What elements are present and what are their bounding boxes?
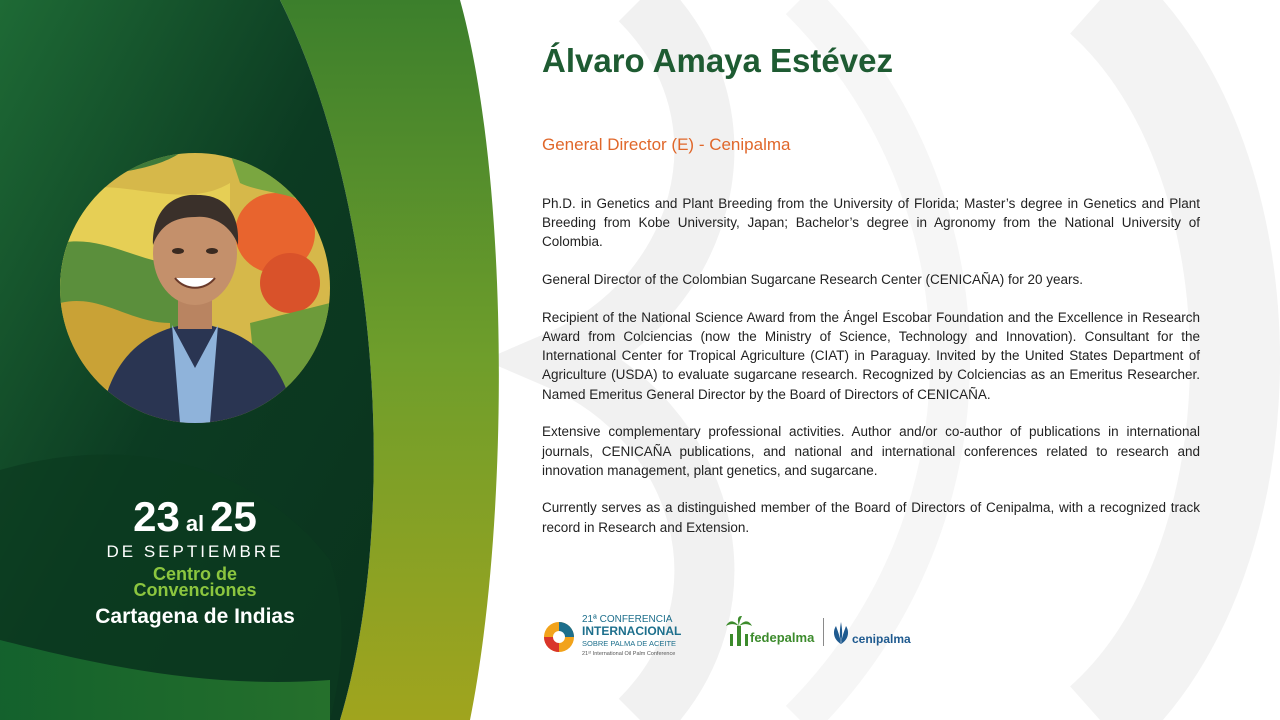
bio-paragraph-activities: Extensive complementary professional activities. Author and/or co-author of publications in international journals, CENICAÑA publications, and national and international conferences related to research and innovation management, plant genetics, and sugarcane. <box>542 424 1200 478</box>
conference-logo-icon <box>542 620 576 654</box>
date-connector: al <box>185 511 205 536</box>
date-end: 25 <box>210 493 257 540</box>
conference-logo-text <box>582 614 681 660</box>
speaker-bio <box>542 194 1200 555</box>
speaker-name: Álvaro Amaya Estévez <box>542 42 893 79</box>
conference-line-4: 21ˢᵗ International Oil Palm Conference <box>582 651 676 657</box>
venue-line-1: Centro de <box>152 564 237 584</box>
conference-logo <box>542 612 702 660</box>
date-month: DE SEPTIEMBRE <box>106 542 284 561</box>
conference-line-3: SOBRE PALMA DE ACEITE <box>582 639 677 648</box>
cenipalma-label: cenipalma <box>852 632 911 646</box>
venue-city: Cartagena de Indias <box>95 605 295 628</box>
date-start: 23 <box>133 493 180 540</box>
logo-divider <box>823 618 824 646</box>
event-date <box>60 493 330 562</box>
conference-line-1: 21ª CONFERENCIA <box>582 614 673 625</box>
portrait-photo <box>60 153 330 423</box>
bio-paragraph-education: Ph.D. in Genetics and Plant Breeding from the University of Florida; Master’s degree in Genetics and Plant Breeding from Kobe University, Japan; Bachelor’s degree in Agronomy from the National University of Colombia. <box>542 196 1200 250</box>
venue-line-2: Convenciones <box>133 580 257 600</box>
cenipalma-icon <box>830 622 852 646</box>
fedepalma-palm-icon <box>726 616 752 646</box>
cenipalma-logo <box>830 620 920 650</box>
bio-paragraph-current: Currently serves as a distinguished member of the Board of Directors of Cenipalma, with a recognized track record in Research and Extension. <box>542 500 1200 535</box>
bio-paragraph-cenicana: General Director of the Colombian Sugarcane Research Center (CENICAÑA) for 20 years. <box>542 272 1083 288</box>
speaker-role: General Director (E) - Cenipalma <box>542 135 791 154</box>
bio-paragraph-awards: Recipient of the National Science Award from the Ángel Escobar Foundation and the Excellence in Research Award from Colciencias (now the Ministry of Science, Technology and Innovation). Consultant for the International Center for Tropical Agriculture (CIAT) in Paraguay. Invited by the United States Department of Agriculture (USDA) to evaluate sugarcane research. Recognized by Colciencias as an Emeritus Researcher. Named Emeritus General Director by the Board of Directors of CENICAÑA. <box>542 309 1200 402</box>
speaker-portrait <box>60 153 330 423</box>
fedepalma-logo <box>726 616 826 648</box>
footer-logos <box>542 612 922 662</box>
event-venue <box>30 566 360 628</box>
fedepalma-label: fedepalma <box>750 630 815 645</box>
conference-line-2: INTERNACIONAL <box>582 624 682 638</box>
date-range <box>60 493 330 540</box>
